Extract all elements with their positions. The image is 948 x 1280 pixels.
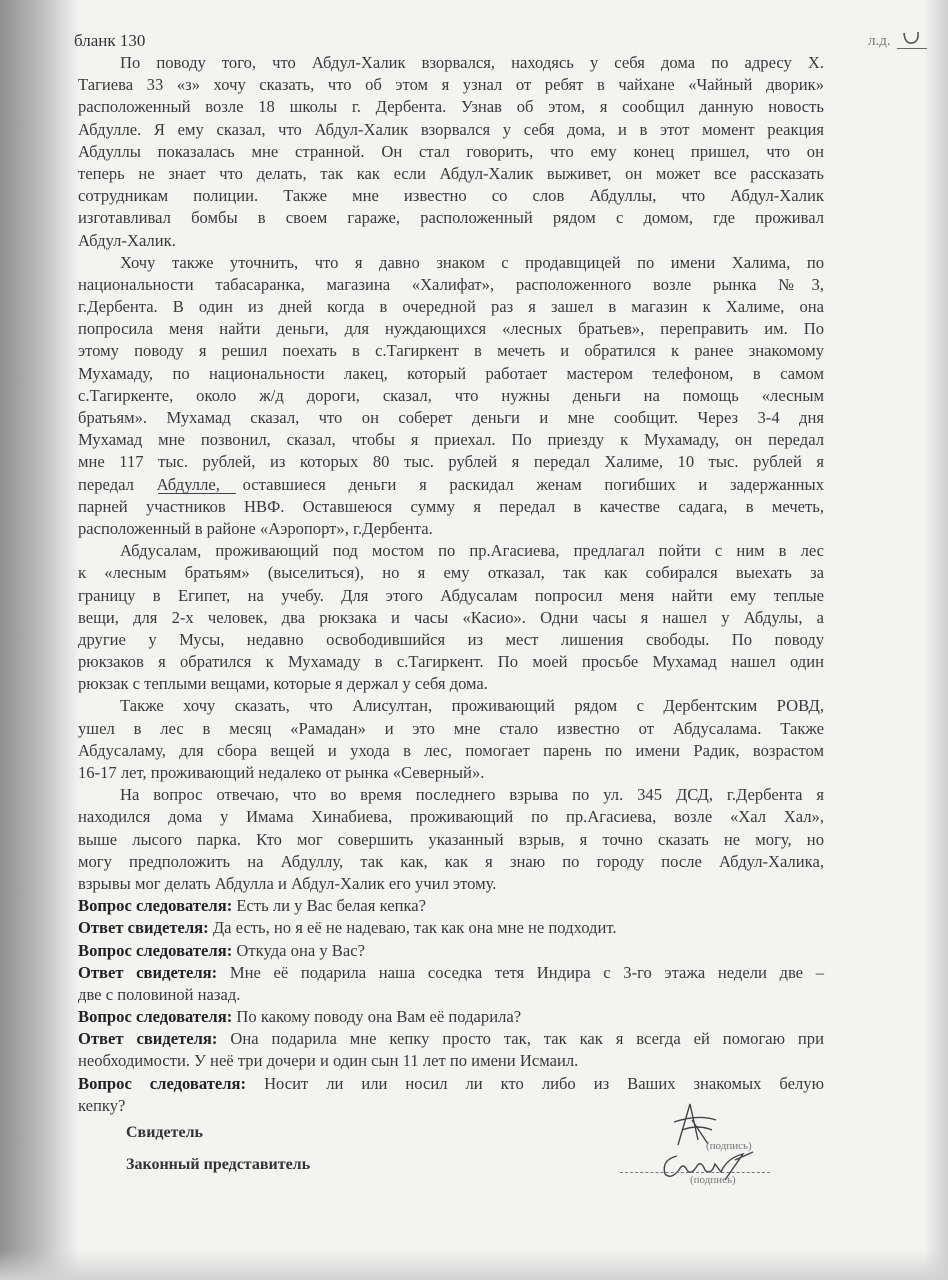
paragraph-line: г.Дербента. В один из дней когда в очередной раз я зашел в магазин к Халиме, она <box>78 297 824 317</box>
paragraph-line: На вопрос отвечаю, что во время последнего взрыва по ул. 345 ДСД, г.Дербента я <box>120 785 824 805</box>
paragraph-line: рюкзаков я обратился к Мухамаду в с.Тагиркент. По моей просьбе Мухамад нашел один <box>78 652 824 672</box>
paragraph-line: взрывы мог делать Абдулла и Абдул-Халик его учил этому. <box>78 873 497 893</box>
qa-text: Она подарила мне кепку просто так, так как я всегда ей помогаю при <box>230 1029 824 1049</box>
paragraph-line: к «лесным братьям» (выселиться), но я ему отказал, так как собирался выехать за <box>78 563 824 583</box>
paragraph-line: Абдусаламу, для сбора вещей и ухода в лес, помогает парень по имени Радик, возрастом <box>78 740 824 760</box>
paragraph-line: этому поводу я решил поехать в с.Тагиркент в мечеть и обратился к ранее знакомому <box>78 341 824 361</box>
representative-signature-caption: (подпись) <box>690 1174 736 1186</box>
qa-text: необходимости. У неё три дочери и один сын 11 лет по имени Исмаил. <box>78 1051 579 1071</box>
paragraph-line: Тагиева 33 «з» хочу сказать, что об этом я узнал от ребят в чайхане «Чайный дворик» <box>78 75 824 95</box>
sheet-label: л.д. <box>868 33 891 49</box>
paragraph-line: с.Тагиркенте, около ж/д дороги, сказал, что нужны деньги на помощь «лесным <box>78 385 824 405</box>
qa-speaker-label: Вопрос следователя: <box>78 1007 233 1027</box>
scan-bottom-edge <box>0 1250 948 1280</box>
handwritten-underline <box>158 493 236 494</box>
handwritten-sheet-number <box>897 26 927 49</box>
qa-text: По какому поводу она Вам её подарила? <box>236 1007 522 1027</box>
qa-speaker-label: Вопрос следователя: <box>78 1073 247 1093</box>
paragraph-line: находился дома у Имама Хинабиева, проживающий по пр.Агасиева, возле «Хал Хал», <box>78 807 824 827</box>
document-body <box>78 52 824 1117</box>
paragraph-line: мне 117 тыс. рублей, из которых 80 тыс. рублей я передал Халиме, 10 тыс. рублей я <box>78 452 824 472</box>
qa-text: кепку? <box>78 1095 126 1115</box>
qa-line <box>78 1028 824 1050</box>
qa-line <box>78 940 824 962</box>
scan-left-shadow <box>0 0 78 1280</box>
paragraph-line: границу в Египет, на учебу. Для этого Абдусалам попросил меня найти ему теплые <box>78 585 824 605</box>
paragraph-line: другие у Мусы, недавно освободившийся из мест лишения свободы. По поводу <box>78 629 824 649</box>
qa-line <box>78 1050 824 1072</box>
witness-signature-caption: (подпись) <box>706 1140 752 1152</box>
paragraph-line: Абдул-Халик. <box>78 230 176 250</box>
qa-text: Есть ли у Вас белая кепка? <box>236 896 427 916</box>
qa-line <box>78 1006 824 1028</box>
paragraph-line: теперь не знает что делать, так как если Абдул-Халик выживет, он может все рассказать <box>78 163 824 183</box>
paragraph-line: расположенный возле 18 школы г. Дербента. Узнав об этом, я сообщил данную новость <box>78 97 824 117</box>
qa-text: Да есть, но я её не надеваю, так как она мне не подходит. <box>212 918 617 938</box>
qa-speaker-label: Вопрос следователя: <box>78 896 233 916</box>
paragraph-line: 16-17 лет, проживающий недалеко от рынка «Северный». <box>78 763 485 782</box>
qa-text: Носит ли или носил ли кто либо из Ваших знакомых белую <box>264 1073 824 1093</box>
paragraph-line: Абдусалам, проживающий под мостом по пр.Агасиева, предлагал пойти с ним в лес <box>120 541 824 561</box>
paragraph-line: национальности табасаранка, магазина «Халифат», расположенного возле рынка №3, <box>78 274 824 294</box>
paragraph-line: вещи, для 2-х человек, два рюкзака и часы «Касио». Одни часы я нашел у Абдулы, а <box>78 607 824 627</box>
qa-speaker-label: Ответ свидетеля: <box>78 1029 218 1049</box>
qa-speaker-label: Вопрос следователя: <box>78 940 233 960</box>
paragraph-line: братьям». Мухамад сказал, что он соберет деньги и мне сообщит. Через 3-4 дня <box>78 408 824 427</box>
qa-line <box>78 917 824 939</box>
paragraph-line: выше лысого парка. Кто мог совершить указанный взрыв, я точно сказать не могу, но <box>78 829 824 849</box>
scan-right-edge <box>908 0 948 1280</box>
qa-line <box>78 895 824 917</box>
paragraph-line: Мухамад мне позвонил, сказал, чтобы я приехал. По приезду к Мухамаду, он передал <box>78 430 824 450</box>
paragraph-line: Также хочу сказать, что Алисултан, проживающий рядом с Дербентским РОВД, <box>120 696 824 716</box>
paragraph-line: Мухамаду, по национальности лакец, который работает мастером телефоном, в самом <box>78 363 824 383</box>
paragraph-line: попросила меня найти деньги, для нуждающихся «лесных братьев», переправить им. По <box>78 319 824 339</box>
paragraph-line: изготавливал бомбы в своем гараже, расположенный рядом с домом, где проживал <box>78 208 824 228</box>
qa-text: две с половиной назад. <box>78 984 241 1004</box>
paragraph-line: парней участников НВФ. Оставшеюся сумму я передал в качестве садага, в мечеть, <box>78 496 824 516</box>
paragraph-line: могу предположить на Абдуллу, так как, как я знаю по городу после Абдул-Халика, <box>78 851 824 871</box>
paragraph-line: передал Абдулле, оставшиеся деньги я раскидал женам погибших и задержанных <box>78 474 824 494</box>
paragraph-line: ушел в лес в месяц «Рамадан» и это мне стало известно от Абдусалама. Также <box>78 718 824 738</box>
paragraph-line: сотрудникам полиции. Также мне известно со слов Абдуллы, что Абдул-Халик <box>78 186 824 206</box>
qa-text: Откуда она у Вас? <box>236 940 365 960</box>
qa-line <box>78 1073 824 1095</box>
paragraph-line: расположенный в районе «Аэропорт», г.Дербента. <box>78 518 433 538</box>
paragraph-line: Хочу также уточнить, что я давно знаком с продавщицей по имени Халима, по <box>120 252 824 272</box>
witness-label: Свидетель <box>126 1124 204 1141</box>
qa-speaker-label: Ответ свидетеля: <box>78 962 218 982</box>
signature-line <box>620 1172 770 1173</box>
qa-text: Мне её подарила наша соседка тетя Индира с 3-го этажа недели две – <box>229 962 824 982</box>
form-number: бланк 130 <box>74 31 146 50</box>
paragraph-line: рюкзак с теплыми вещами, которые я держал у себя дома. <box>78 674 488 694</box>
legal-representative-label: Законный представитель <box>126 1156 311 1173</box>
paragraph-line: Абдуллы показалась мне странной. Он стал говорить, что ему конец пришел, что он <box>78 141 824 161</box>
qa-speaker-label: Ответ свидетеля: <box>78 918 209 938</box>
qa-line <box>78 962 824 984</box>
paragraph-line: Абдулле. Я ему сказал, что Абдул-Халик взорвался у себя дома, и в этот момент реакция <box>78 119 824 139</box>
paragraph-line: По поводу того, что Абдул-Халик взорвался, находясь у себя дома по адресу Х. <box>120 53 824 72</box>
qa-line <box>78 984 824 1006</box>
